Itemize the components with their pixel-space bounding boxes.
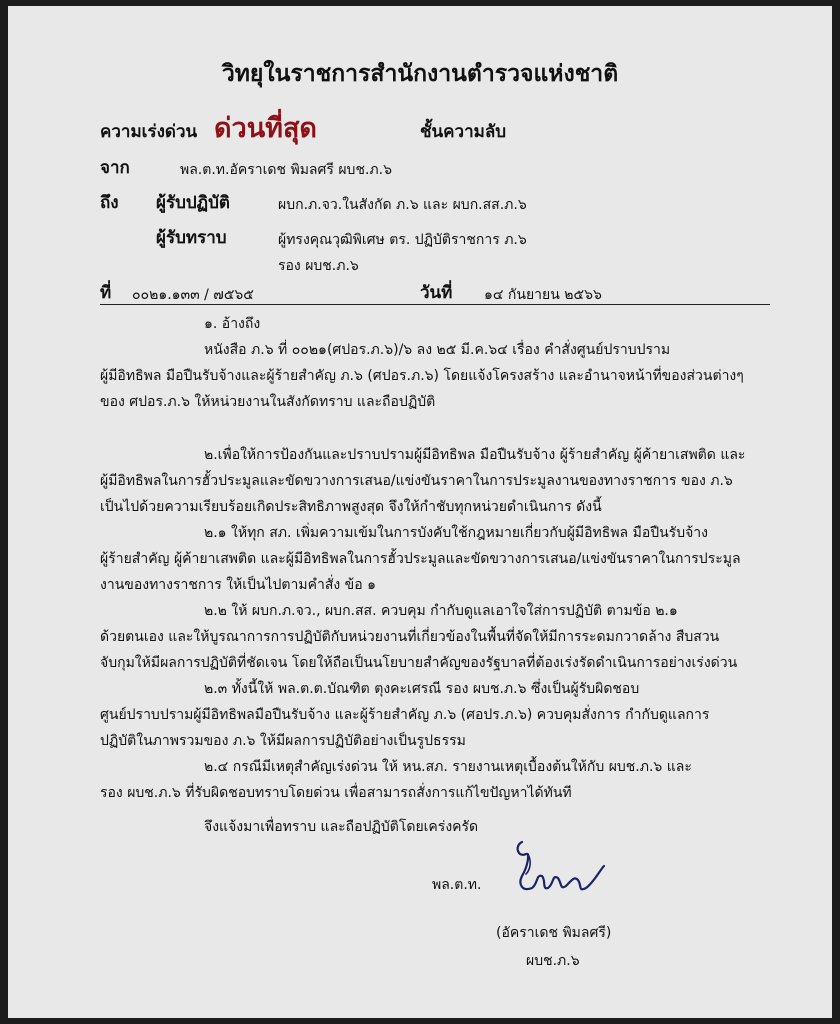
- action-recipient-value: ผบก.ภ.จว.ในสังกัด ภ.๖ และ ผบก.สส.ภ.๖: [278, 197, 527, 213]
- handwritten-signature: [508, 836, 618, 906]
- to-label: ถึง: [100, 193, 119, 213]
- body-line: ของ ศปอร.ภ.๖ ให้หน่วยงานในสังกัดทราบ และถือปฏิบัติ: [100, 394, 436, 410]
- header-divider: [100, 304, 770, 305]
- action-recipient-label: ผู้รับปฏิบัติ: [156, 193, 230, 213]
- body-line: ผู้มีอิทธิพล มือปืนรับจ้างและผู้ร้ายสำคัญ ภ.๖ (ศปอร.ภ.๖) โดยแจ้งโครงสร้าง และอำนาจหน้าที่ของส่วนต่างๆ: [100, 368, 744, 384]
- body-line: หนังสือ ภ.๖ ที่ ๐๐๒๑(ศปอร.ภ.๖)/๖ ลง ๒๕ มี.ค.๖๔ เรื่อง คำสั่งศูนย์ปราบปราม: [204, 342, 671, 358]
- body-line: ๒.๓ ทั้งนี้ให้ พล.ต.ต.บัณฑิต ตุงคะเศรณี รอง ผบช.ภ.๖ ซึ่งเป็นผู้รับผิดชอบ: [204, 681, 640, 697]
- body-line: ด้วยตนเอง และให้บูรณาการการปฏิบัติกับหน่วยงานที่เกี่ยวข้องในพื้นที่จัดให้มีการระดมกวาดล้าง สืบสวน: [100, 629, 720, 645]
- radio-message-document: [8, 6, 832, 1018]
- date-label: วันที่: [420, 283, 453, 303]
- body-line: เป็นไปด้วยความเรียบร้อยเกิดประสิทธิภาพสูงสุด จึงให้กำชับทุกหน่วยดำเนินการ ดังนี้: [100, 499, 602, 515]
- body-line: ๒.๒ ให้ ผบก.ภ.จว., ผบก.สส. ควบคุม กำกับดูแลเอาใจใส่การปฏิบัติ ตามข้อ ๒.๑: [204, 603, 678, 619]
- info-recipient-value-1: ผู้ทรงคุณวุฒิพิเศษ ตร. ปฏิบัติราชการ ภ.๖: [278, 232, 527, 248]
- body-line: งานของทางราชการ ให้เป็นไปตามคำสั่ง ข้อ ๑: [100, 577, 376, 593]
- closing-line: จึงแจ้งมาเพื่อทราบ และถือปฏิบัติโดยเคร่งครัด: [204, 819, 479, 835]
- body-line: ผู้มีอิทธิพลในการฮั้วประมูลและขัดขวางการเสนอ/แข่งขันราคาในการประมูลงานของทางราชการ ของ ภ.๖: [100, 473, 733, 489]
- body-line: ผู้ร้ายสำคัญ ผู้ค้ายาเสพติด และผู้มีอิทธิพลในการฮั้วประมูลและขัดขวางการเสนอ/แข่งขันราคาในการประมูล: [100, 551, 741, 567]
- body-line: ๑. อ้างถึง: [204, 316, 261, 332]
- body-line: ๒.๑ ให้ทุก สภ. เพิ่มความเข้มในการบังคับใช้กฎหมายเกี่ยวกับผู้มีอิทธิพล มือปืนรับจ้าง: [204, 525, 708, 541]
- info-recipient-label: ผู้รับทราบ: [156, 228, 227, 248]
- body-line: จับกุมให้มีผลการปฏิบัติที่ชัดเจน โดยให้ถือเป็นนโยบายสำคัญของรัฐบาลที่ต้องเร่งรัดดำเนินการอย่างเร่งด่วน: [100, 655, 738, 671]
- document-title: วิทยุในราชการสำนักงานตำรวจแห่งชาติ: [221, 61, 619, 87]
- urgency-value: ด่วนที่สุด: [214, 113, 317, 144]
- signer-rank: พล.ต.ท.: [432, 877, 482, 893]
- body-line: ปฏิบัติในภาพรวมของ ภ.๖ ให้มีผลการปฏิบัติอย่างเป็นรูปธรรม: [100, 733, 466, 749]
- body-line: ศูนย์ปราบปรามผู้มีอิทธิพลมือปืนรับจ้าง และผู้ร้ายสำคัญ ภ.๖ (ศอปร.ภ.๖) ควบคุมสั่งการ กำกับดูแลการ: [100, 707, 710, 723]
- urgency-label: ความเร่งด่วน: [100, 122, 198, 142]
- body-line: รอง ผบช.ภ.๖ ที่รับผิดชอบทราบโดยด่วน เพื่อสามารถสั่งการแก้ไขปัญหาได้ทันที: [100, 785, 572, 801]
- number-label: ที่: [100, 283, 112, 303]
- from-value: พล.ต.ท.อัคราเดช พิมลศรี ผบช.ภ.๖: [180, 162, 392, 178]
- body-line: ๒.เพื่อให้การป้องกันและปราบปรามผู้มีอิทธิพล มือปืนรับจ้าง ผู้ร้ายสำคัญ ผู้ค้ายาเสพติด และ: [204, 447, 746, 463]
- number-value: ๐๐๒๑.๑๓๓ / ๗๕๖๕: [132, 287, 254, 303]
- date-value: ๑๔ กันยายน ๒๕๖๖: [484, 287, 602, 303]
- signer-position: ผบช.ภ.๖: [526, 953, 580, 969]
- body-line: ๒.๔ กรณีมีเหตุสำคัญเร่งด่วน ให้ หน.สภ. รายงานเหตุเบื้องต้นให้กับ ผบช.ภ.๖ และ: [204, 759, 692, 775]
- secrecy-label: ชั้นความลับ: [420, 122, 507, 142]
- info-recipient-value-2: รอง ผบช.ภ.๖: [278, 258, 359, 274]
- signer-name: (อัคราเดช พิมลศรี): [496, 925, 612, 941]
- from-label: จาก: [100, 158, 130, 178]
